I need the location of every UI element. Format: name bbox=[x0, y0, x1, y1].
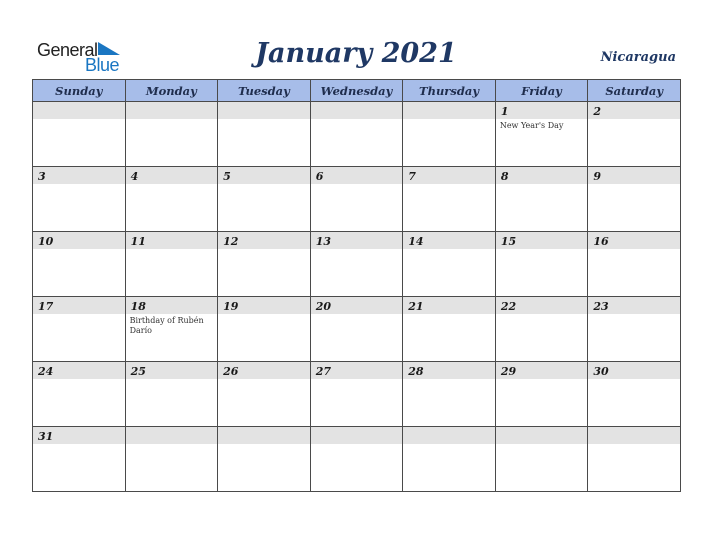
day-cell bbox=[495, 427, 588, 492]
calendar-week-row bbox=[33, 427, 681, 492]
day-number: 23 bbox=[588, 297, 680, 314]
day-number: 5 bbox=[218, 167, 310, 184]
day-cell bbox=[495, 297, 588, 362]
day-cell bbox=[125, 362, 218, 427]
day-cell bbox=[33, 167, 126, 232]
day-number: 24 bbox=[33, 362, 125, 379]
day-number bbox=[403, 102, 495, 119]
day-number: 11 bbox=[126, 232, 218, 249]
day-cell bbox=[33, 427, 126, 492]
day-cell bbox=[403, 232, 496, 297]
day-number: 15 bbox=[496, 232, 588, 249]
day-number: 29 bbox=[496, 362, 588, 379]
weekday-wednesday: Wednesday bbox=[310, 80, 403, 102]
day-cell bbox=[588, 232, 681, 297]
day-number: 17 bbox=[33, 297, 125, 314]
holiday-label: New Year's Day bbox=[499, 121, 564, 130]
day-cell bbox=[125, 167, 218, 232]
day-cell bbox=[403, 102, 496, 167]
day-number: 12 bbox=[218, 232, 310, 249]
day-cell bbox=[33, 232, 126, 297]
day-number bbox=[33, 102, 125, 119]
day-number: 2 bbox=[588, 102, 680, 119]
day-number: 28 bbox=[403, 362, 495, 379]
day-number: 20 bbox=[311, 297, 403, 314]
day-cell bbox=[218, 167, 311, 232]
day-number: 25 bbox=[126, 362, 218, 379]
day-cell bbox=[218, 297, 311, 362]
day-cell bbox=[495, 167, 588, 232]
day-number: 4 bbox=[126, 167, 218, 184]
logo-word-blue: Blue bbox=[85, 55, 120, 75]
day-number bbox=[218, 102, 310, 119]
day-cell bbox=[310, 297, 403, 362]
day-cell bbox=[588, 297, 681, 362]
day-number: 21 bbox=[403, 297, 495, 314]
day-number: 14 bbox=[403, 232, 495, 249]
day-cell bbox=[218, 102, 311, 167]
day-cell bbox=[495, 362, 588, 427]
weekday-sunday: Sunday bbox=[33, 80, 126, 102]
day-cell bbox=[403, 427, 496, 492]
day-number: 3 bbox=[33, 167, 125, 184]
day-number: 31 bbox=[33, 427, 125, 444]
day-cell bbox=[588, 427, 681, 492]
day-cell bbox=[310, 102, 403, 167]
calendar-week-row bbox=[33, 102, 681, 167]
day-cell bbox=[125, 102, 218, 167]
day-cell bbox=[310, 167, 403, 232]
calendar-grid bbox=[32, 79, 681, 492]
weekday-saturday: Saturday bbox=[588, 80, 681, 102]
weekday-friday: Friday bbox=[495, 80, 588, 102]
day-cell bbox=[125, 297, 218, 362]
day-number bbox=[311, 427, 403, 444]
day-cell bbox=[125, 427, 218, 492]
day-cell bbox=[218, 427, 311, 492]
weekday-monday: Monday bbox=[125, 80, 218, 102]
day-cell bbox=[588, 167, 681, 232]
day-number: 19 bbox=[218, 297, 310, 314]
day-number: 7 bbox=[403, 167, 495, 184]
day-number: 6 bbox=[311, 167, 403, 184]
day-cell bbox=[33, 102, 126, 167]
day-number: 27 bbox=[311, 362, 403, 379]
day-number bbox=[403, 427, 495, 444]
weekday-header-row bbox=[33, 80, 681, 102]
logo-word-general: General bbox=[37, 40, 98, 60]
day-number: 9 bbox=[588, 167, 680, 184]
day-cell bbox=[218, 362, 311, 427]
calendar-week-row bbox=[33, 232, 681, 297]
day-number bbox=[588, 427, 680, 444]
weekday-tuesday: Tuesday bbox=[218, 80, 311, 102]
day-number: 13 bbox=[311, 232, 403, 249]
day-cell bbox=[495, 232, 588, 297]
calendar-week-row bbox=[33, 297, 681, 362]
calendar-week-row bbox=[33, 362, 681, 427]
country-name: Nicaragua bbox=[600, 50, 676, 65]
day-cell bbox=[33, 362, 126, 427]
day-number bbox=[496, 427, 588, 444]
day-cell bbox=[218, 232, 311, 297]
day-number bbox=[126, 102, 218, 119]
day-number bbox=[311, 102, 403, 119]
day-number bbox=[126, 427, 218, 444]
day-number: 26 bbox=[218, 362, 310, 379]
day-cell bbox=[588, 102, 681, 167]
day-cell bbox=[403, 297, 496, 362]
calendar-week-row bbox=[33, 167, 681, 232]
day-number: 10 bbox=[33, 232, 125, 249]
day-cell bbox=[310, 427, 403, 492]
day-cell bbox=[125, 232, 218, 297]
day-number: 16 bbox=[588, 232, 680, 249]
day-cell bbox=[310, 232, 403, 297]
day-cell bbox=[33, 297, 126, 362]
weekday-thursday: Thursday bbox=[403, 80, 496, 102]
day-cell bbox=[588, 362, 681, 427]
day-cell bbox=[403, 167, 496, 232]
calendar-title: January 2021 bbox=[255, 38, 457, 69]
day-number bbox=[218, 427, 310, 444]
day-cell bbox=[403, 362, 496, 427]
day-number: 30 bbox=[588, 362, 680, 379]
day-cell bbox=[310, 362, 403, 427]
day-number: 8 bbox=[496, 167, 588, 184]
holiday-label: Birthday of Rubén Darío bbox=[129, 316, 204, 335]
day-number: 18 bbox=[126, 297, 218, 314]
day-number: 1 bbox=[496, 102, 588, 119]
day-number: 22 bbox=[496, 297, 588, 314]
day-cell bbox=[495, 102, 588, 167]
